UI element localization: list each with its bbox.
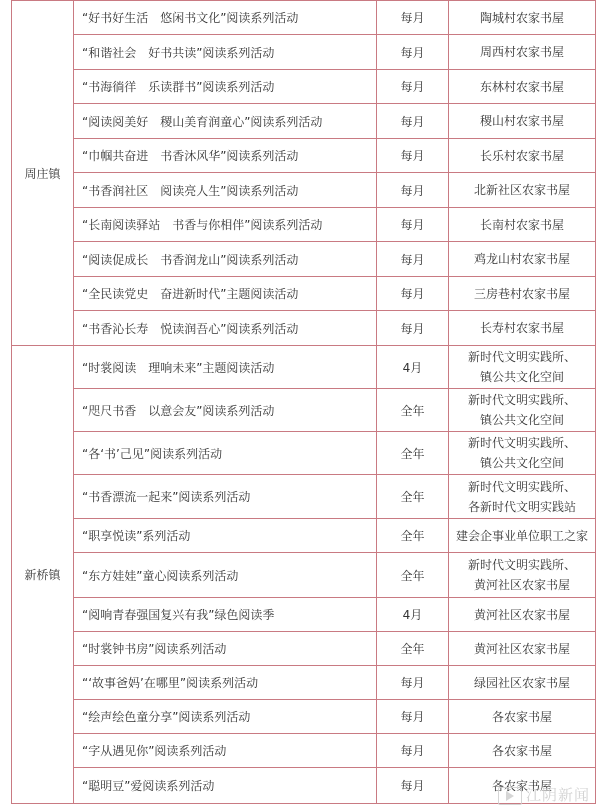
venue-line-1: 新时代文明实践所、 xyxy=(467,436,576,450)
venue-line-2: 镇公共文化空间 xyxy=(479,456,564,470)
activity-venue: 陶城村农家书屋 xyxy=(449,1,596,35)
venue-line-1: 新时代文明实践所、 xyxy=(467,479,576,494)
activity-name: “书香漂流一起来”阅读系列活动 xyxy=(74,475,377,519)
activity-venue xyxy=(449,432,596,475)
activity-name: “长南阅读驿站 书香与你相伴”阅读系列活动 xyxy=(74,208,377,242)
activity-venue xyxy=(449,553,596,598)
activity-time: 每月 xyxy=(377,666,449,700)
activity-venue xyxy=(449,389,596,432)
activity-time: 4月 xyxy=(377,598,449,632)
venue-line-2: 镇公共文化空间 xyxy=(479,413,564,427)
activity-time: 每月 xyxy=(377,35,449,70)
activity-time: 每月 xyxy=(377,70,449,104)
venue-line-1: 新时代文明实践所、 xyxy=(467,558,576,572)
activity-venue: 东林村农家书屋 xyxy=(449,70,596,104)
table-row xyxy=(12,432,596,475)
table-row xyxy=(12,1,596,35)
activity-venue: 各农家书屋 xyxy=(449,768,596,804)
activity-name: “‘故事爸妈’在哪里”阅读系列活动 xyxy=(74,666,377,700)
table-row xyxy=(12,519,596,553)
table-row xyxy=(12,70,596,104)
table-row xyxy=(12,139,596,173)
table-row xyxy=(12,475,596,519)
activity-time: 4月 xyxy=(377,346,449,389)
activity-name: “时裳钟书房”阅读系列活动 xyxy=(74,632,377,666)
activity-venue: 鸡龙山村农家书屋 xyxy=(449,242,596,277)
activity-name: “全民读党史 奋进新时代”主题阅读活动 xyxy=(74,277,377,311)
activity-venue xyxy=(449,475,596,519)
activity-time: 每月 xyxy=(377,700,449,734)
activity-name: “聪明豆”爱阅读系列活动 xyxy=(74,768,377,804)
activity-venue: 长南村农家书屋 xyxy=(449,208,596,242)
activity-time: 全年 xyxy=(377,553,449,598)
activity-venue: 黄河社区农家书屋 xyxy=(449,598,596,632)
activity-time: 全年 xyxy=(377,519,449,553)
activity-venue: 各农家书屋 xyxy=(449,700,596,734)
activity-name: “阅响青春强国复兴有我”绿色阅读季 xyxy=(74,598,377,632)
table-row xyxy=(12,700,596,734)
activity-venue: 三房巷村农家书屋 xyxy=(449,277,596,311)
venue-line-1: 新时代文明实践所、 xyxy=(467,350,576,364)
activity-time: 每月 xyxy=(377,242,449,277)
table-row xyxy=(12,666,596,700)
activity-time: 全年 xyxy=(377,432,449,475)
activity-time: 每月 xyxy=(377,768,449,804)
table-row xyxy=(12,242,596,277)
activity-name: “咫尺书香 以意会友”阅读系列活动 xyxy=(74,389,377,432)
activity-time: 每月 xyxy=(377,139,449,173)
activity-time: 每月 xyxy=(377,277,449,311)
venue-line-2: 镇公共文化空间 xyxy=(479,370,564,384)
activity-time: 全年 xyxy=(377,632,449,666)
venue-line-2: 黄河社区农家书屋 xyxy=(473,578,570,592)
activity-time: 每月 xyxy=(377,208,449,242)
table-row xyxy=(12,35,596,70)
activity-name: “阅读阅美好 稷山美育润童心”阅读系列活动 xyxy=(74,104,377,139)
activity-name: “书香润社区 阅读亮人生”阅读系列活动 xyxy=(74,173,377,208)
activity-name: “巾帼共奋进 书香沐风华”阅读系列活动 xyxy=(74,139,377,173)
activity-name: “东方娃娃”童心阅读系列活动 xyxy=(74,553,377,598)
table-row xyxy=(12,598,596,632)
activity-venue: 长乐村农家书屋 xyxy=(449,139,596,173)
activity-venue: 各农家书屋 xyxy=(449,734,596,768)
activity-time: 全年 xyxy=(377,475,449,519)
activity-name: “各‘书’己见”阅读系列活动 xyxy=(74,432,377,475)
town-cell-xinqiao: 新桥镇 xyxy=(12,346,74,804)
activity-time: 每月 xyxy=(377,104,449,139)
activity-table xyxy=(11,0,596,804)
table-row xyxy=(12,734,596,768)
activity-name: “职享悦读”系列活动 xyxy=(74,519,377,553)
activity-venue xyxy=(449,346,596,389)
venue-line-1: 新时代文明实践所、 xyxy=(467,393,576,407)
activity-name: “绘声绘色童分享”阅读系列活动 xyxy=(74,700,377,734)
activity-venue: 黄河社区农家书屋 xyxy=(449,632,596,666)
activity-time: 全年 xyxy=(377,389,449,432)
activity-name: “字从遇见你”阅读系列活动 xyxy=(74,734,377,768)
table-row xyxy=(12,389,596,432)
table-row xyxy=(12,173,596,208)
watermark-text: 江阴新闻 xyxy=(525,786,590,804)
activity-venue: 稷山村农家书屋 xyxy=(449,104,596,139)
activity-venue: 长寿村农家书屋 xyxy=(449,311,596,346)
table-row xyxy=(12,346,596,389)
activity-venue: 周西村农家书屋 xyxy=(449,35,596,70)
activity-time: 每月 xyxy=(377,311,449,346)
activity-name: “书香沁长寿 悦读润吾心”阅读系列活动 xyxy=(74,311,377,346)
activity-time: 每月 xyxy=(377,173,449,208)
table-row xyxy=(12,277,596,311)
activity-time: 每月 xyxy=(377,734,449,768)
town-cell-zhouzhuang: 周庄镇 xyxy=(12,1,74,346)
watermark xyxy=(498,784,590,805)
activity-time: 每月 xyxy=(377,1,449,35)
activity-name: “书海徜徉 乐读群书”阅读系列活动 xyxy=(74,70,377,104)
table-row xyxy=(12,208,596,242)
venue-line-2: 各新时代文明实践站 xyxy=(467,499,576,514)
activity-venue: 北新社区农家书屋 xyxy=(449,173,596,208)
activity-venue: 建会企事业单位职工之家 xyxy=(449,519,596,553)
activity-name: “阅读促成长 书香润龙山”阅读系列活动 xyxy=(74,242,377,277)
activity-name: “和谐社会 好书共读”阅读系列活动 xyxy=(74,35,377,70)
activity-name: “好书好生活 悠闲书文化”阅读系列活动 xyxy=(74,1,377,35)
table-row xyxy=(12,553,596,598)
activity-name: “时裳阅读 理响未来”主题阅读活动 xyxy=(74,346,377,389)
video-play-icon xyxy=(498,787,522,805)
table-row xyxy=(12,311,596,346)
activity-venue: 绿园社区农家书屋 xyxy=(449,666,596,700)
table-row xyxy=(12,632,596,666)
table-row xyxy=(12,104,596,139)
